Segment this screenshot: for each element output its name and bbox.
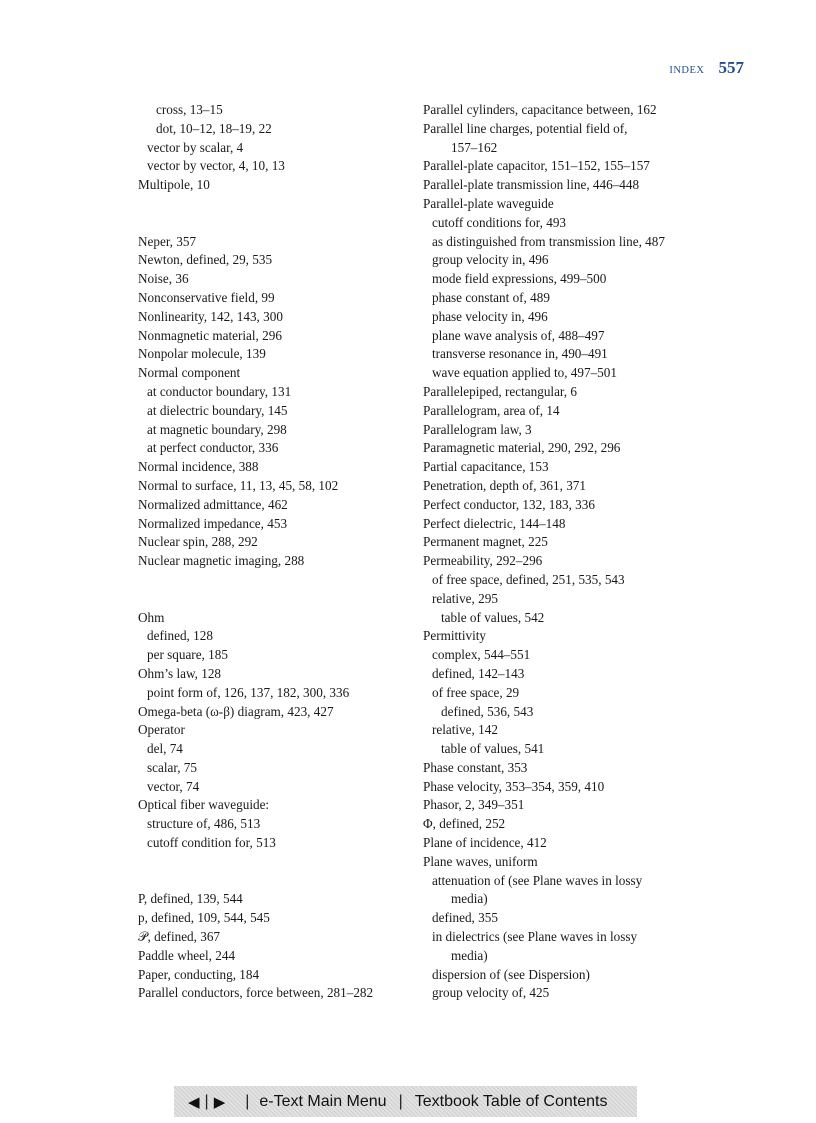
index-subentry: table of values, 541 xyxy=(441,741,545,757)
index-subentry: as distinguished from transmission line, 487 xyxy=(432,233,665,249)
index-entry: Neper, 357 xyxy=(138,233,197,249)
index-subentry: relative, 295 xyxy=(432,590,498,606)
index-entry: 𝒫, defined, 367 xyxy=(138,929,221,945)
index-entry: Optical fiber waveguide: xyxy=(138,797,270,813)
index-entry: Paper, conducting, 184 xyxy=(138,966,260,982)
index-entry: Phase constant, 353 xyxy=(423,759,528,775)
index-entry: Permeability, 292–296 xyxy=(423,553,543,569)
index-subentry: defined, 536, 543 xyxy=(441,703,534,719)
index-subentry: per square, 185 xyxy=(147,647,228,663)
index-subentry: point form of, 126, 137, 182, 300, 336 xyxy=(147,684,350,700)
index-entry: Paramagnetic material, 290, 292, 296 xyxy=(423,440,621,456)
index-entry: Paddle wheel, 244 xyxy=(138,947,236,963)
index-entry: Penetration, depth of, 361, 371 xyxy=(423,477,586,493)
index-subentry: group velocity of, 425 xyxy=(432,985,550,1001)
index-entry: Normalized impedance, 453 xyxy=(138,515,288,531)
index-entry: Omega-beta (ω-β) diagram, 423, 427 xyxy=(138,703,334,719)
index-entry: Parallelogram law, 3 xyxy=(423,421,532,437)
index-subentry: vector, 74 xyxy=(147,778,200,794)
index-entry: p, defined, 109, 544, 545 xyxy=(138,910,270,926)
index-subentry: at magnetic boundary, 298 xyxy=(147,421,287,437)
index-subentry: in dielectrics (see Plane waves in lossy xyxy=(432,929,638,945)
index-entry: Normal incidence, 388 xyxy=(138,459,259,475)
index-subentry: vector by vector, 4, 10, 13 xyxy=(147,158,285,174)
index-subentry: wave equation applied to, 497–501 xyxy=(432,365,617,381)
index-subentry: at perfect conductor, 336 xyxy=(147,440,279,456)
index-entry: Ohm’s law, 128 xyxy=(138,665,222,681)
index-subentry: attenuation of (see Plane waves in lossy xyxy=(432,872,643,888)
spacer xyxy=(138,853,400,872)
index-entry: Noise, 36 xyxy=(138,271,189,287)
index-subentry: cutoff condition for, 513 xyxy=(147,835,276,851)
index-subentry: cross, 13–15 xyxy=(156,102,223,117)
next-page-icon[interactable]: ▶ xyxy=(213,1093,226,1111)
index-entry: Partial capacitance, 153 xyxy=(423,459,549,475)
index-subentry: relative, 142 xyxy=(432,722,498,738)
spacer xyxy=(138,590,400,609)
index-entry: Parallel conductors, force between, 281–282 xyxy=(138,985,374,1001)
index-subentry: at conductor boundary, 131 xyxy=(147,383,292,399)
index-entry: Permittivity xyxy=(423,628,487,644)
index-subentry: structure of, 486, 513 xyxy=(147,816,261,832)
index-entry: Parallel-plate waveguide xyxy=(423,195,554,211)
index-subentry: phase constant of, 489 xyxy=(432,289,550,305)
index-entry: Parallel cylinders, capacitance between, 162 xyxy=(423,102,657,117)
index-entry-continuation: 157–162 xyxy=(451,139,498,155)
index-entry: Φ, defined, 252 xyxy=(423,816,506,832)
index-subentry: at dielectric boundary, 145 xyxy=(147,402,288,418)
index-entry: Parallelogram, area of, 14 xyxy=(423,402,560,418)
previous-page-icon[interactable]: ◀ xyxy=(188,1093,200,1111)
index-subentry: complex, 544–551 xyxy=(432,647,531,663)
index-entry: Normal component xyxy=(138,365,241,381)
index-subentry: plane wave analysis of, 488–497 xyxy=(432,327,605,343)
index-entry: Parallel line charges, potential field of, xyxy=(423,120,628,136)
spacer xyxy=(138,214,400,233)
index-entry: Plane of incidence, 412 xyxy=(423,835,547,851)
running-header xyxy=(669,58,744,78)
index-entry-continuation: media) xyxy=(451,891,488,907)
index-entry: Normalized admittance, 462 xyxy=(138,496,288,512)
index-entry: Parallel-plate capacitor, 151–152, 155–157 xyxy=(423,158,650,174)
navigation-bar xyxy=(174,1086,637,1117)
index-subentry: cutoff conditions for, 493 xyxy=(432,214,567,230)
nav-divider: | xyxy=(204,1092,209,1110)
index-entry: Operator xyxy=(138,722,185,738)
index-entry: Parallel-plate transmission line, 446–448 xyxy=(423,177,640,193)
index-entry: Nonlinearity, 142, 143, 300 xyxy=(138,308,283,324)
index-entry: Nonpolar molecule, 139 xyxy=(138,346,266,362)
spacer xyxy=(138,195,400,214)
index-entry: Parallelepiped, rectangular, 6 xyxy=(423,383,577,399)
index-subentry: table of values, 542 xyxy=(441,609,545,625)
spacer xyxy=(138,571,400,590)
nav-divider: | xyxy=(245,1092,250,1110)
index-subentry: defined, 142–143 xyxy=(432,665,525,681)
section-label: INDEX xyxy=(669,65,705,76)
index-entry: Nuclear spin, 288, 292 xyxy=(138,534,258,550)
index-subentry: defined, 128 xyxy=(147,628,213,644)
index-entry: P, defined, 139, 544 xyxy=(138,891,243,907)
index-subentry: scalar, 75 xyxy=(147,759,197,775)
index-entry: Nuclear magnetic imaging, 288 xyxy=(138,553,305,569)
index-subentry: of free space, 29 xyxy=(432,684,520,700)
index-entry: Nonconservative field, 99 xyxy=(138,289,275,305)
index-entry: Permanent magnet, 225 xyxy=(423,534,548,550)
index-entry: Perfect conductor, 132, 183, 336 xyxy=(423,496,595,512)
index-entry: Phasor, 2, 349–351 xyxy=(423,797,525,813)
index-entry: Newton, defined, 29, 535 xyxy=(138,252,273,268)
table-of-contents-link[interactable]: Textbook Table of Contents xyxy=(414,1092,608,1110)
index-subentry: del, 74 xyxy=(147,741,183,757)
index-subentry: mode field expressions, 499–500 xyxy=(432,271,607,287)
index-entry: Ohm xyxy=(138,609,165,625)
index-subentry: vector by scalar, 4 xyxy=(147,139,244,155)
index-entry: Normal to surface, 11, 13, 45, 58, 102 xyxy=(138,477,339,493)
index-column-right xyxy=(423,101,723,1003)
index-subentry: of free space, defined, 251, 535, 543 xyxy=(432,571,625,587)
index-subentry: transverse resonance in, 490–491 xyxy=(432,346,608,362)
etext-main-menu-link[interactable]: e-Text Main Menu xyxy=(259,1092,387,1110)
index-subentry: dot, 10–12, 18–19, 22 xyxy=(156,120,272,136)
index-entry: Perfect dielectric, 144–148 xyxy=(423,515,566,531)
index-subentry: group velocity in, 496 xyxy=(432,252,549,268)
nav-divider: | xyxy=(398,1092,403,1110)
index-entry: Multipole, 10 xyxy=(138,177,210,193)
index-entry: Nonmagnetic material, 296 xyxy=(138,327,282,343)
index-column-left xyxy=(138,101,400,1003)
index-subentry: defined, 355 xyxy=(432,910,498,926)
index-entry: Plane waves, uniform xyxy=(423,853,538,869)
spacer xyxy=(138,872,400,891)
index-subentry: dispersion of (see Dispersion) xyxy=(432,966,590,982)
index-subentry: phase velocity in, 496 xyxy=(432,308,548,324)
index-entry: Phase velocity, 353–354, 359, 410 xyxy=(423,778,605,794)
page-number: 557 xyxy=(718,58,744,77)
index-entry-continuation: media) xyxy=(451,947,488,963)
